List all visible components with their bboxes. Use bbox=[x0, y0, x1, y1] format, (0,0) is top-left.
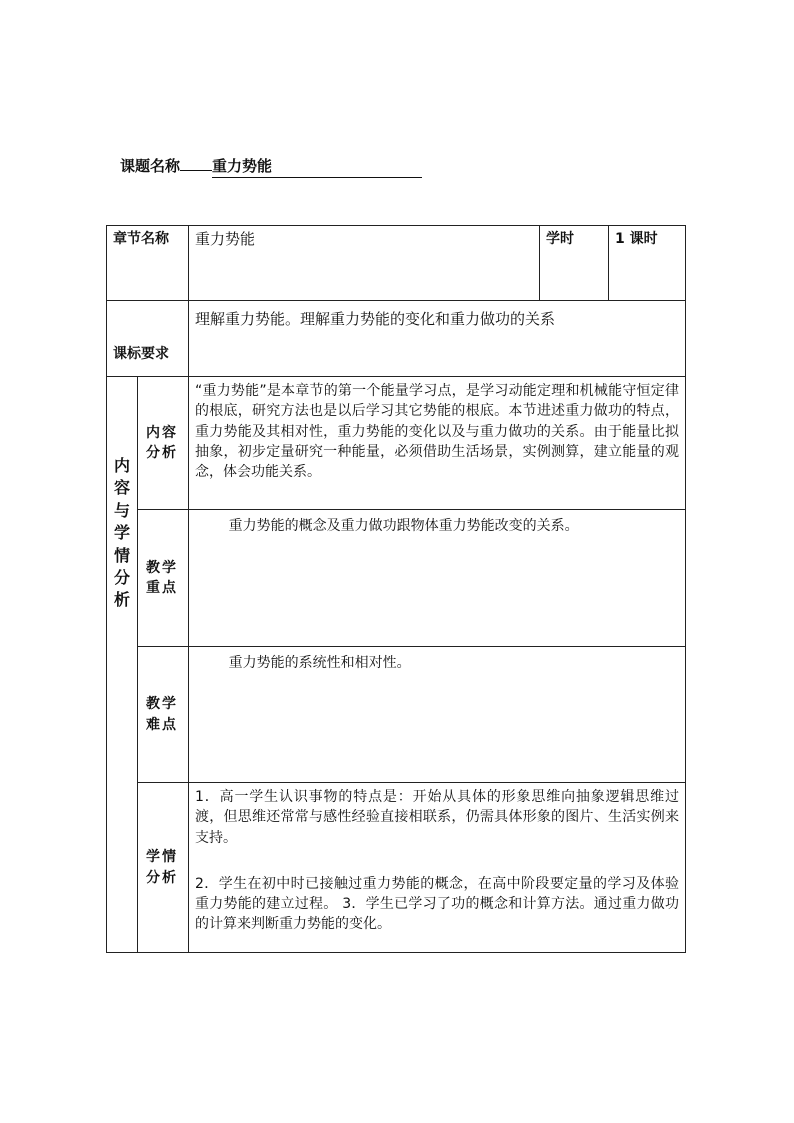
lesson-title-label: 课题名称 bbox=[120, 157, 181, 175]
chapter-label: 章节名称 bbox=[107, 226, 189, 301]
chapter-row bbox=[107, 226, 686, 301]
key-text: 重力势能的概念及重力做功跟物体重力势能改变的关系。 bbox=[189, 510, 686, 647]
student-row bbox=[107, 783, 686, 953]
lesson-title-value: 重力势能 bbox=[212, 155, 422, 178]
student-text-2: 2．学生在初中时已接触过重力势能的概念，在高中阶段要定量的学习及体验重力势能的建立过程。 3．学生已学习了功的概念和计算方法。通过重力做功的计算来判断重力势能的变化。 bbox=[195, 875, 679, 933]
content-row bbox=[107, 377, 686, 510]
section-label-cell bbox=[107, 377, 138, 953]
hours-label: 学时 bbox=[540, 226, 609, 301]
lesson-title bbox=[120, 155, 422, 178]
section-label: 内容与学情分析 bbox=[113, 456, 130, 610]
standard-row bbox=[107, 301, 686, 377]
key-label: 教学重点 bbox=[138, 510, 189, 647]
hours-value: 1 课时 bbox=[609, 226, 686, 301]
difficulty-text: 重力势能的系统性和相对性。 bbox=[189, 647, 686, 783]
lesson-plan-table bbox=[106, 225, 686, 953]
difficulty-label: 教学难点 bbox=[138, 647, 189, 783]
chapter-value: 重力势能 bbox=[189, 226, 540, 301]
content-label: 内容分析 bbox=[138, 377, 189, 510]
key-row bbox=[107, 510, 686, 647]
difficulty-row bbox=[107, 647, 686, 783]
student-label: 学情分析 bbox=[138, 783, 189, 953]
student-cell bbox=[189, 783, 686, 953]
student-spacer bbox=[195, 848, 679, 874]
standard-label: 课标要求 bbox=[107, 301, 189, 377]
standard-value: 理解重力势能。理解重力势能的变化和重力做功的关系 bbox=[189, 301, 686, 377]
content-text: “重力势能”是本章节的第一个能量学习点，是学习动能定理和机械能守恒定律的根底，研究方法也是以后学习其它势能的根底。本节进述重力做功的特点，重力势能及其相对性，重力势能的变化以及与重力做功的关系。由于能量比拟抽象，初步定量研究一种能量，必须借助生活场景，实例测算，建立能量的观念，体会功能关系。 bbox=[189, 377, 686, 510]
title-underline-gap bbox=[180, 156, 212, 171]
student-text-1: 1．高一学生认识事物的特点是：开始从具体的形象思维向抽象逻辑思维过渡，但思维还常常与感性经验直接相联系，仍需具体形象的图片、生活实例来支持。 bbox=[195, 789, 679, 846]
